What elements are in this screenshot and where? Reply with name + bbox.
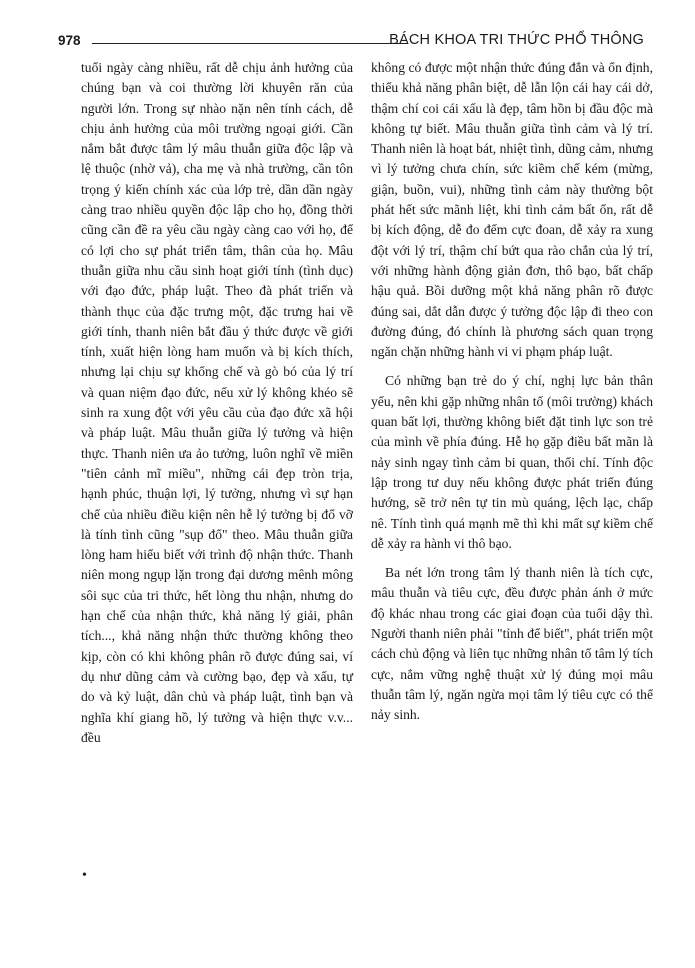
right-column <box>371 58 653 726</box>
page-number: 978 <box>58 33 81 48</box>
header-rule <box>92 43 408 44</box>
page-header <box>58 30 644 52</box>
running-title: BÁCH KHOA TRI THỨC PHỔ THÔNG <box>389 32 644 48</box>
right-paragraph-1: không có được một nhận thức đúng đắn và ổn định, thiếu khả năng phân biệt, dễ lẫn lộn cái hay cái dở, thậm chí coi cái xấu là đẹp, tâm hồn bị đầu độc mà không tự biết. Mâu thuẫn giữa tình cảm và lý trí. Thanh niên là hoạt bát, nhiệt tình, dũng cảm, nhưng vì lý tưởng chưa chín, sức kiềm chế kém (mừng, giận, buồn, vui), những tình cảm này thường bột phát hết sức mãnh liệt, khi tình cảm bất ổn, rất dễ bị kích động, dễ đo đếm cực đoan, dễ xảy ra xung đột với lý trí, thậm chí bứt qua rào chắn của lý trí, với những hành động giản đơn, thô bạo, bất chấp hậu quả. Bồi dưỡng một khả năng phân rõ được đúng sai, dắt dẫn được ý tưởng độc lập đi theo con đường đúng, đó chính là phương sách quan trọng ngăn chặn những hành vi vi phạm pháp luật. <box>371 60 653 360</box>
footer-mark: • <box>82 868 87 883</box>
right-paragraph-3: Ba nét lớn trong tâm lý thanh niên là tích cực, mâu thuẫn và tiêu cực, đều được phản ánh ở mức độ khác nhau trong các giai đoạn của tuổi dậy thì. Người thanh niên phải "tỉnh để biết", phát triển một cách chủ động và liên tục những nhân tố tâm lý tích cực, nắm vững nghệ thuật xử lý đúng mọi mâu thuẫn tâm lý, ngăn ngừa mọi tâm lý tiêu cực có thể nảy sinh. <box>371 565 653 723</box>
right-paragraph-2: Có những bạn trẻ do ý chí, nghị lực bản thân yếu, nên khi gặp những nhân tố (môi trường) khách quan bất lợi, thường không biết đặt tinh lực son trẻ của mình về phía đúng. Hễ họ gặp điều bất mãn là nảy sinh ngay tình cảm bi quan, thối chí. Tính độc lập trong tư duy nếu không được phát triển đúng hướng, sẽ trở nên tự tin mù quáng, lệch lạc, chấp nê. Tính tình quá mạnh mẽ thì khi mất sự kiềm chế dễ xảy ra hành vi thô bạo. <box>371 373 653 551</box>
left-column <box>81 58 353 748</box>
left-column-text: tuổi ngày càng nhiều, rất dễ chịu ảnh hưởng của chúng bạn và coi thường lời khuyên răn của người lớn. Trong sự nhào nặn nên tính cách, dễ chịu ảnh hưởng của môi trường ngoại giới. Cần nắm bắt được tâm lý mâu thuẫn giữa độc lập và lệ thuộc (nhờ vả), cha mẹ và nhà trường, cần tôn trọng ý kiến chính xác của lớp trẻ, dần dần ngày càng trao nhiều quyền độc lập cho họ, đồng thời cũng cần đề ra yêu cầu ngày càng cao với họ, để có lợi cho sự phát triển tâm, thân của họ. Mâu thuẫn giữa nhu cầu sinh hoạt giới tính (tình dục) với đạo đức, pháp luật. Theo đà phát triển và thành thục của đặc trưng một, đặc trưng hai về giới tính, thanh niên bắt đầu ý thức được về giới tính, xuất hiện lòng ham muốn và bị kích thích, nhưng lại chịu sự khống chế và gò bó của lý trí và quan niệm đạo đức, nếu xử lý không khéo sẽ sinh ra xung đột với yêu cầu của đạo đức xã hội và pháp luật. Mâu thuẫn giữa lý tưởng và hiện thực. Thanh niên ưa ảo tưởng, luôn nghĩ về miền "tiên cảnh mĩ miều", những cái đẹp tròn trịa, hạnh phúc, thuận lợi, lý tưởng, nhưng vì sự hạn chế của nhiều điều kiện nên hễ lý tưởng bị đổ vỡ là tính tình cũng "sụp đổ" theo. Mâu thuẫn giữa lòng ham hiểu biết với trình độ nhận thức. Thanh niên mong ngụp lặn trong đại dương mênh mông sôi sục của tri thức, hết lòng thu nhận, nhưng do hạn chế của nhận thức, khả năng lý giải, phân tích..., khả năng nhận thức thường không theo kịp, còn có khi không phân rõ được đúng sai, ví dụ như dũng cảm và cường bạo, đẹp và xấu, tự do và kỷ luật, dân chủ và pháp luật, tình bạn và nghĩa khí giang hồ, lý tưởng và hiện thực v.v... đều <box>81 60 353 745</box>
